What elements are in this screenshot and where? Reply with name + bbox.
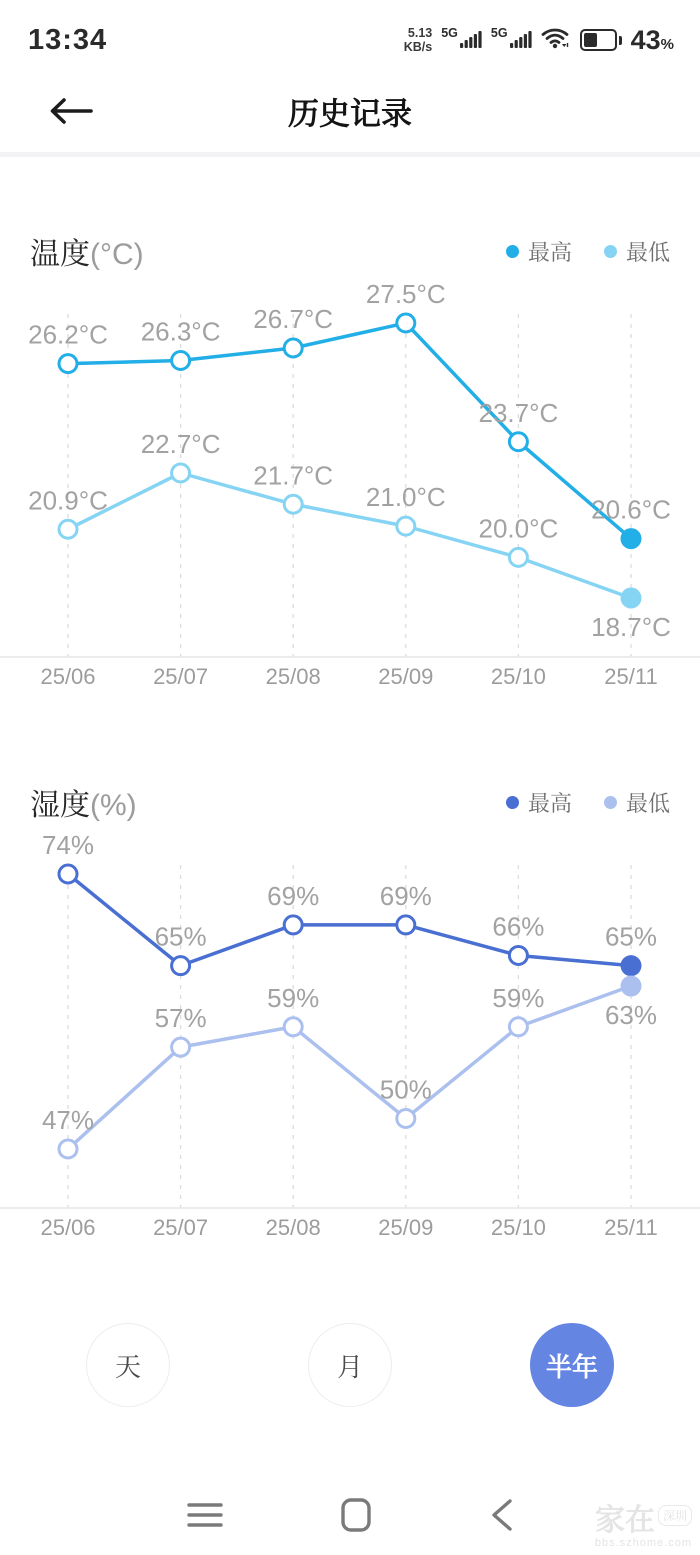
wifi-icon [541,27,571,54]
data-point [621,588,642,609]
signal-bars-icon [460,27,482,53]
value-label: 65% [154,921,207,952]
value-label: 47% [41,1105,95,1135]
x-tick-label: 25/11 [604,664,658,689]
data-point [59,865,77,883]
period-halfyear-button[interactable]: 半年 [530,1323,614,1407]
data-point [397,916,415,934]
battery-percentage: 43% [630,24,674,55]
watermark-logo-text: 家在 [594,1504,655,1537]
data-point [284,1018,302,1036]
data-point [509,1018,527,1036]
data-point [172,464,190,482]
value-label: 21.7°C [253,460,334,491]
app-header [0,70,700,152]
temperature-legend [506,236,670,267]
humidity-legend [506,787,670,818]
x-tick-label: 25/09 [378,664,434,689]
nav-home-button[interactable] [334,1492,378,1538]
legend-item-max [506,236,572,267]
value-label: 59% [267,982,320,1013]
value-label: 69% [267,880,320,911]
data-point [172,957,190,975]
humidity-chart-section [0,782,700,1251]
system-nav-bar [0,1475,700,1555]
legend-item-min [604,236,670,267]
value-label: 26.3°C [140,316,221,347]
data-point [284,495,302,513]
header-divider [0,152,700,157]
back-chevron-icon [489,1520,513,1535]
value-label: 57% [154,1003,207,1034]
data-point [172,352,190,370]
value-label: 21.0°C [365,482,446,513]
clock: 13:34 [28,23,108,56]
legend-label-max: 最高 [527,239,572,265]
data-point [397,517,415,535]
data-point [397,1109,415,1127]
temperature-chart-header [0,231,700,271]
home-icon [340,1520,372,1535]
data-point [59,520,77,538]
watermark-url: bbs.szhome.com [594,1537,692,1549]
value-label: 66% [492,911,545,942]
network-speed [404,26,432,54]
x-tick-label: 25/08 [265,664,321,689]
value-label: 63% [604,1000,658,1031]
data-point [621,528,642,549]
signal-bars-icon [510,27,532,53]
sim1-signal [441,27,482,53]
value-label: 20.9°C [28,485,108,516]
value-label: 69% [379,880,432,911]
value-label: 27.5°C [365,280,446,309]
x-tick-label: 25/07 [153,664,209,689]
value-label: 50% [379,1074,432,1105]
temperature-chart-title: 温度(°C) [30,238,144,271]
value-label: 22.7°C [140,429,221,459]
data-point [509,946,527,964]
data-point [509,548,527,566]
legend-dot-min-icon [604,796,617,809]
legend-label-min: 最低 [625,790,670,816]
nav-menu-button[interactable] [181,1495,229,1535]
nav-back-button[interactable] [483,1492,519,1538]
data-point [59,355,77,373]
data-point [59,1140,77,1158]
value-label: 74% [41,831,95,860]
data-point [284,339,302,357]
menu-icon [187,1517,223,1532]
period-month-button[interactable]: 月 [308,1323,392,1407]
data-point [509,433,527,451]
temperature-line-chart [0,280,700,700]
series-line [68,874,631,966]
status-bar [0,0,700,70]
page-title: 历史记录 [288,96,412,132]
x-tick-label: 25/08 [265,1215,321,1240]
legend-label-max: 最高 [527,790,572,816]
x-tick-label: 25/06 [40,664,96,689]
x-tick-label: 25/06 [40,1215,96,1240]
legend-label-min: 最低 [625,239,670,265]
x-tick-label: 25/10 [490,1215,546,1240]
data-point [621,955,642,976]
period-day-button[interactable]: 天 [86,1323,170,1407]
value-label: 65% [604,921,658,952]
series-line [68,986,631,1149]
sim2-5g-label: 5G [490,26,508,40]
period-selector [0,1323,700,1407]
data-point [172,1038,190,1056]
humidity-chart-header [0,782,700,822]
value-label: 20.6°C [591,494,671,525]
legend-dot-min-icon [604,245,617,258]
watermark-badge: 深圳 [658,1505,692,1526]
legend-item-min [604,787,670,818]
network-speed-unit: KB/s [403,40,433,54]
network-speed-value: 5.13 [407,26,433,40]
value-label: 18.7°C [591,612,671,642]
data-point [397,314,415,332]
legend-dot-max-icon [506,245,519,258]
value-label: 59% [492,982,545,1013]
value-label: 26.7°C [253,304,334,334]
humidity-line-chart [0,831,700,1251]
data-point [621,976,642,997]
x-tick-label: 25/11 [604,1215,658,1240]
data-point [284,916,302,934]
sim2-signal [491,27,532,53]
status-bar-right [404,25,674,56]
value-label: 26.2°C [28,319,108,350]
battery-icon [580,29,622,51]
value-label: 20.0°C [478,513,559,544]
legend-item-max [506,787,572,818]
x-tick-label: 25/07 [153,1215,209,1240]
x-tick-label: 25/09 [378,1215,434,1240]
value-label: 23.7°C [478,397,559,428]
sim1-5g-label: 5G [441,26,458,40]
x-tick-label: 25/10 [490,664,546,689]
legend-dot-max-icon [506,796,519,809]
temperature-chart-section [0,231,700,700]
humidity-chart-title: 湿度(%) [30,789,137,822]
